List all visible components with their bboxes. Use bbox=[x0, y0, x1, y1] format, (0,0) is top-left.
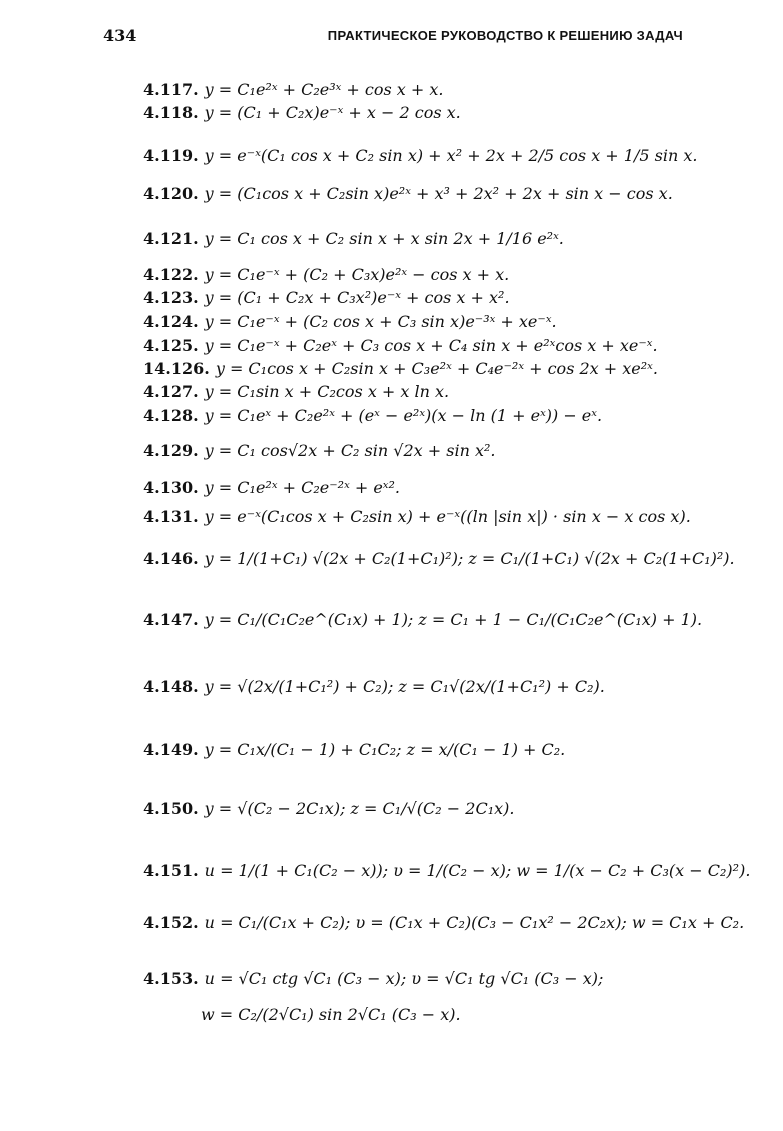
answer-item bbox=[143, 80, 443, 99]
answer-number: 4.152. bbox=[143, 913, 199, 932]
answer-formula: u = 1/(1 + C₁(C₂ − x)); υ = 1/(C₂ − x); w = 1/(x − C₂ + C₃(x − C₂)²). bbox=[204, 861, 751, 880]
answer-formula: y = (C₁ + C₂x + C₃x²)e⁻ˣ + cos x + x². bbox=[204, 288, 510, 307]
answer-formula: y = C₁e⁻ˣ + (C₂ + C₃x)e²ˣ − cos x + x. bbox=[204, 265, 510, 284]
answer-item bbox=[143, 441, 496, 460]
answer-number: 4.149. bbox=[143, 740, 199, 759]
answer-item bbox=[143, 265, 509, 284]
answer-formula: y = C₁e²ˣ + C₂e⁻²ˣ + eˣ². bbox=[204, 478, 400, 497]
answer-number: 4.124. bbox=[143, 312, 199, 331]
answer-formula: y = C₁eˣ + C₂e²ˣ + (eˣ − e²ˣ)(x − ln (1 + eˣ)) − eˣ. bbox=[204, 406, 603, 425]
answer-number: 4.153. bbox=[143, 969, 199, 988]
answer-formula: y = C₁e⁻ˣ + C₂eˣ + C₃ cos x + C₄ sin x + e²ˣcos x + xe⁻ˣ. bbox=[204, 336, 658, 355]
answer-number: 4.121. bbox=[143, 229, 199, 248]
answer-number: 4.119. bbox=[143, 146, 199, 165]
answer-number: 4.129. bbox=[143, 441, 199, 460]
answer-number: 4.125. bbox=[143, 336, 199, 355]
answer-item bbox=[143, 229, 564, 248]
answer-formula: y = (C₁ + C₂x)e⁻ˣ + x − 2 cos x. bbox=[204, 103, 461, 122]
answer-formula: y = √(2x/(1+C₁²) + C₂); z = C₁√(2x/(1+C₁²) + C₂). bbox=[204, 677, 605, 696]
answer-number: 4.150. bbox=[143, 799, 199, 818]
answer-number: 4.131. bbox=[143, 507, 199, 526]
answer-formula: y = C₁sin x + C₂cos x + x ln x. bbox=[204, 382, 450, 401]
answer-number: 4.146. bbox=[143, 549, 199, 568]
answer-number: 4.128. bbox=[143, 406, 199, 425]
answer-item bbox=[143, 312, 557, 331]
answer-formula: u = √C₁ ctg √C₁ (C₃ − x); υ = √C₁ tg √C₁ (C₃ − x); bbox=[204, 969, 604, 988]
answer-number: 4.117. bbox=[143, 80, 199, 99]
answer-formula: y = C₁ cos x + C₂ sin x + x sin 2x + 1/16 e²ˣ. bbox=[204, 229, 564, 248]
answer-number: 4.127. bbox=[143, 382, 199, 401]
answer-formula: y = (C₁cos x + C₂sin x)e²ˣ + x³ + 2x² + 2x + sin x − cos x. bbox=[204, 184, 673, 203]
answer-number: 4.130. bbox=[143, 478, 199, 497]
answer-number: 4.148. bbox=[143, 677, 199, 696]
answer-number: 4.120. bbox=[143, 184, 199, 203]
answer-formula: y = C₁e⁻ˣ + (C₂ cos x + C₃ sin x)e⁻³ˣ + xe⁻ˣ. bbox=[204, 312, 557, 331]
answer-formula: y = C₁cos x + C₂sin x + C₃e²ˣ + C₄e⁻²ˣ + cos 2x + xe²ˣ. bbox=[215, 359, 658, 378]
answer-formula: y = C₁/(C₁C₂e^(C₁x) + 1); z = C₁ + 1 − C₁/(C₁C₂e^(C₁x) + 1). bbox=[204, 610, 703, 629]
answer-item bbox=[143, 359, 658, 378]
page-header bbox=[103, 26, 683, 50]
answer-formula: y = e⁻ˣ(C₁cos x + C₂sin x) + e⁻ˣ((ln |sin x|) · sin x − x cos x). bbox=[204, 507, 691, 526]
answer-number: 4.147. bbox=[143, 610, 199, 629]
answer-formula: y = C₁x/(C₁ − 1) + C₁C₂; z = x/(C₁ − 1) + C₂. bbox=[204, 740, 566, 759]
answer-number: 4.123. bbox=[143, 288, 199, 307]
answer-item bbox=[143, 799, 514, 818]
answer-formula: y = C₁ cos√2x + C₂ sin √2x + sin x². bbox=[204, 441, 496, 460]
answer-item bbox=[143, 478, 400, 497]
answer-continuation: w = C₂/(2√C₁) sin 2√C₁ (C₃ − x). bbox=[201, 1005, 461, 1024]
answer-item bbox=[143, 507, 691, 526]
answer-item bbox=[143, 549, 735, 568]
answer-formula: y = C₁e²ˣ + C₂e³ˣ + cos x + x. bbox=[204, 80, 444, 99]
answer-number: 4.122. bbox=[143, 265, 199, 284]
answer-item bbox=[143, 610, 702, 629]
answer-item bbox=[143, 184, 673, 203]
answer-formula: u = C₁/(C₁x + C₂); υ = (C₁x + C₂)(C₃ − C₁x² − 2C₂x); w = C₁x + C₂. bbox=[204, 913, 745, 932]
answer-formula: y = e⁻ˣ(C₁ cos x + C₂ sin x) + x² + 2x + 2/5 cos x + 1/5 sin x. bbox=[204, 146, 698, 165]
page-number: 434 bbox=[103, 26, 137, 45]
answer-number: 4.151. bbox=[143, 861, 199, 880]
answer-item bbox=[143, 288, 510, 307]
answer-item bbox=[143, 146, 697, 165]
answer-formula: y = √(C₂ − 2C₁x); z = C₁/√(C₂ − 2C₁x). bbox=[204, 799, 515, 818]
answer-item bbox=[143, 406, 602, 425]
answer-number: 4.118. bbox=[143, 103, 199, 122]
running-title: ПРАКТИЧЕСКОЕ РУКОВОДСТВО К РЕШЕНИЮ ЗАДАЧ bbox=[327, 28, 683, 43]
answer-item bbox=[143, 861, 750, 880]
answer-number: 14.126. bbox=[143, 359, 210, 378]
answer-item bbox=[143, 103, 461, 122]
answer-item bbox=[143, 913, 744, 932]
answer-item bbox=[143, 969, 603, 988]
answer-item bbox=[143, 677, 605, 696]
answer-item bbox=[143, 336, 658, 355]
answer-item bbox=[143, 740, 565, 759]
answer-item bbox=[143, 382, 449, 401]
answer-formula: y = 1/(1+C₁) √(2x + C₂(1+C₁)²); z = C₁/(1+C₁) √(2x + C₂(1+C₁)²). bbox=[204, 549, 735, 568]
